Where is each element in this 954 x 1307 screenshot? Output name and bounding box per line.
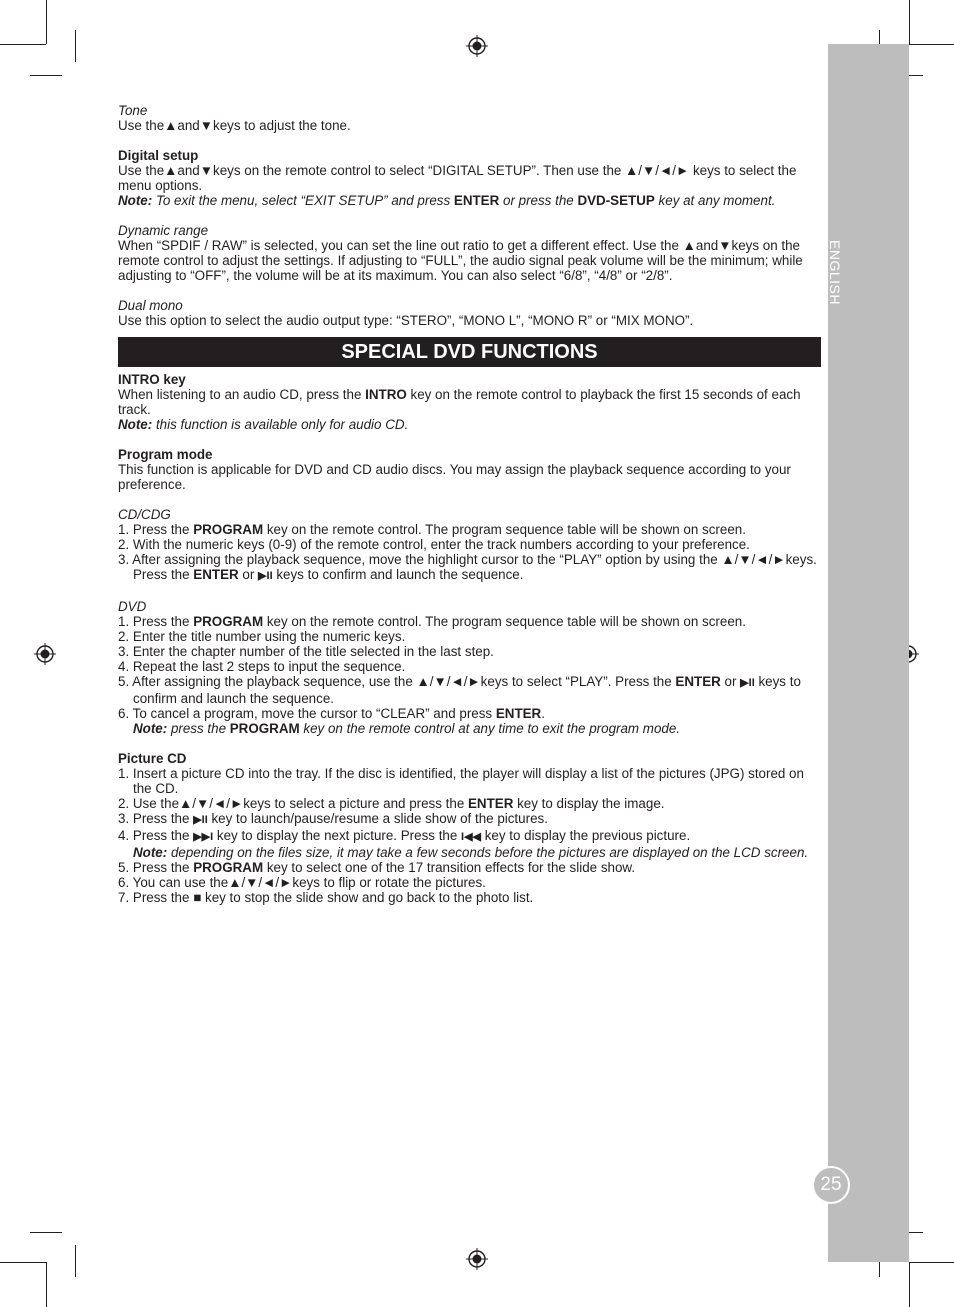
crop-mark: [909, 1262, 910, 1307]
list-item: 4. Repeat the last 2 steps to input the sequence.: [118, 659, 406, 674]
crop-mark: [30, 1232, 62, 1233]
crop-mark: [909, 0, 910, 44]
list-item: 6. To cancel a program, move the cursor to “CLEAR” and press ENTER.: [118, 706, 545, 721]
play-pause-icon: ▶II: [193, 814, 208, 826]
section-title-dynamic-range: Dynamic range: [118, 223, 209, 238]
section-title-dual-mono: Dual mono: [118, 298, 183, 313]
list-item: 7. Press the ■ key to stop the slide show and go back to the photo list.: [118, 890, 534, 905]
dynamic-range-text: When “SPDIF / RAW” is selected, you can set the line out ratio to get a different effect. Use the ▲and▼keys on the remote control to adjust the settings. If adjusting to “FULL”, the audio signal peak volume will be the minimum; while adjusting to “OFF”, the volume will be at its maximum. You can also select “6/8”, “4/8” or “2/8”.: [118, 238, 803, 283]
intro-key-text: When listening to an audio CD, press the INTRO key on the remote control to playback the first 15 seconds of each track.: [118, 387, 801, 417]
intro-key-title: INTRO key: [118, 372, 186, 387]
program-mode-text: This function is applicable for DVD and CD audio discs. You may assign the playback sequence according to your preference.: [118, 462, 791, 492]
registration-mark: [34, 643, 56, 665]
intro-key-note: Note: this function is available only for audio CD.: [118, 417, 409, 432]
list-item: 2. Enter the title number using the numeric keys.: [118, 629, 406, 644]
list-item: 3. Press the ▶II key to launch/pause/resume a slide show of the pictures.: [118, 811, 548, 826]
play-pause-icon: ▶II: [740, 677, 755, 689]
dvd-steps-list: [118, 614, 821, 736]
play-pause-icon: ▶II: [258, 570, 273, 582]
crop-mark: [75, 1245, 76, 1277]
cd-cdg-title: CD/CDG: [118, 507, 171, 522]
digital-setup-note: Note: To exit the menu, select “EXIT SETUP” and press ENTER or press the DVD-SETUP key at any moment.: [118, 193, 776, 208]
list-item: 5. Press the PROGRAM key to select one of the 17 transition effects for the slide show.: [118, 860, 636, 875]
registration-mark: [466, 35, 488, 57]
language-sidebar: [828, 44, 909, 1262]
list-item: 1. Insert a picture CD into the tray. If the disc is identified, the player will display a list of the pictures (JPG) stored on the CD.: [118, 766, 804, 796]
page-number: 25: [812, 1166, 850, 1204]
crop-mark: [0, 1262, 46, 1263]
program-mode-title: Program mode: [118, 447, 213, 462]
list-item: 5. After assigning the playback sequence, use the ▲/▼/◄/►keys to select “PLAY”. Press the ENTER or ▶II keys to confirm and launch the sequence.: [118, 674, 801, 706]
list-item: 4. Press the ▶▶I key to display the next picture. Press the I◀◀ key to display the previous picture.: [118, 828, 691, 843]
registration-mark: [466, 1248, 488, 1270]
dual-mono-text: Use this option to select the audio output type: “STERO”, “MONO L”, “MONO R” or “MIX MONO”.: [118, 313, 694, 328]
previous-icon: I◀◀: [461, 831, 482, 843]
picture-cd-title: Picture CD: [118, 751, 187, 766]
section-title-tone: Tone: [118, 103, 148, 118]
manual-content: [118, 103, 821, 905]
picture-cd-note: Note: depending on the files size, it may take a few seconds before the pictures are displayed on the LCD screen.: [133, 845, 809, 860]
digital-setup-text: Use the▲and▼keys on the remote control to select “DIGITAL SETUP”. Then use the ▲/▼/◄/► keys to select the menu options.: [118, 163, 797, 193]
tone-text: Use the▲and▼keys to adjust the tone.: [118, 118, 351, 133]
crop-mark: [30, 75, 62, 76]
list-item: 1. Press the PROGRAM key on the remote control. The program sequence table will be shown on screen.: [118, 614, 746, 629]
crop-mark: [909, 1262, 954, 1263]
crop-mark: [46, 1262, 47, 1307]
list-item: 6. You can use the▲/▼/◄/►keys to flip or rotate the pictures.: [118, 875, 486, 890]
crop-mark: [75, 30, 76, 62]
crop-mark: [909, 44, 954, 45]
section-banner: SPECIAL DVD FUNCTIONS: [118, 337, 821, 367]
next-icon: ▶▶I: [193, 831, 214, 843]
list-item: 3. Enter the chapter number of the title selected in the last step.: [118, 644, 494, 659]
list-item: 2. Use the▲/▼/◄/►keys to select a picture and press the ENTER key to display the image.: [118, 796, 665, 811]
stop-icon: ■: [193, 890, 202, 905]
list-item: 3. After assigning the playback sequence, move the highlight cursor to the “PLAY” option by using the ▲/▼/◄/►keys. Press the ENTER or ▶II keys to confirm and launch the sequence.: [118, 552, 817, 582]
section-title-digital-setup: Digital setup: [118, 148, 199, 163]
language-label: ENGLISH: [827, 240, 843, 305]
list-item: 2. With the numeric keys (0-9) of the remote control, enter the track numbers according to your preference.: [118, 537, 750, 552]
picture-cd-steps-list: [118, 766, 821, 905]
cd-steps-list: [118, 522, 821, 584]
crop-mark: [46, 0, 47, 44]
crop-mark: [0, 44, 46, 45]
dvd-note: Note: press the PROGRAM key on the remote control at any time to exit the program mode.: [133, 721, 681, 736]
dvd-title: DVD: [118, 599, 147, 614]
list-item: 1. Press the PROGRAM key on the remote control. The program sequence table will be shown on screen.: [118, 522, 746, 537]
